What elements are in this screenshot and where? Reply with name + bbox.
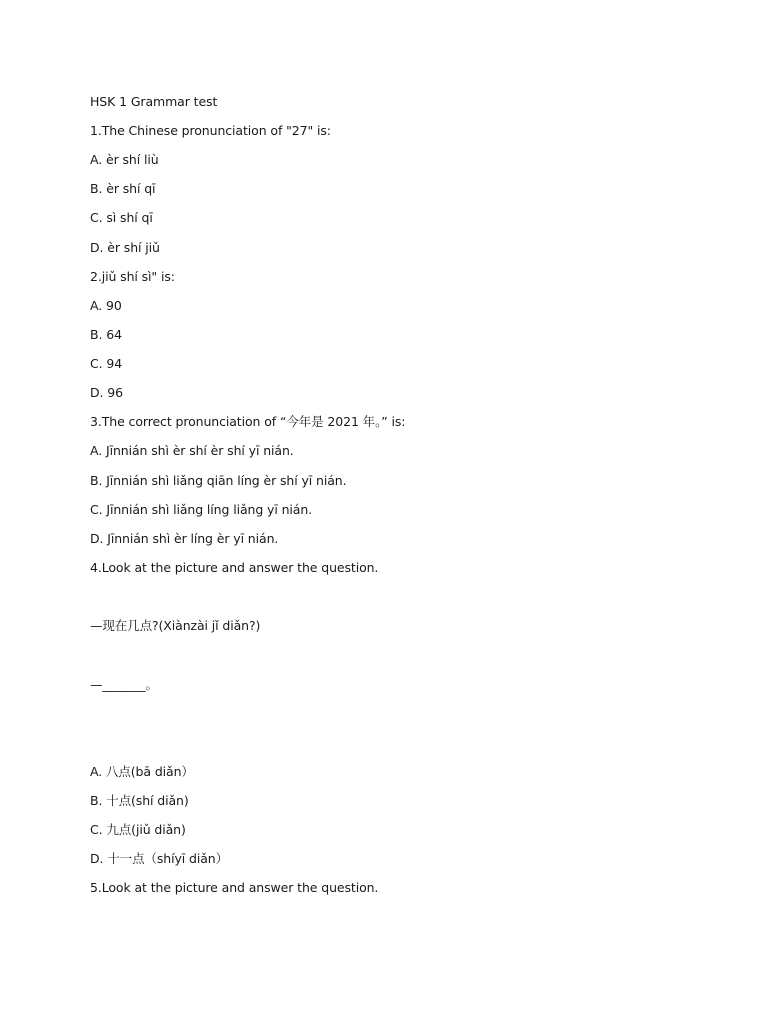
question-4: 4.Look at the picture and answer the question. (90, 560, 379, 575)
question-1-option-b: B. èr shí qī (90, 181, 156, 196)
question-2-option-a: A. 90 (90, 298, 122, 313)
question-2-option-d: D. 96 (90, 385, 123, 400)
question-4-option-b: B. 十点(shí diǎn) (90, 793, 189, 808)
question-1: 1.The Chinese pronunciation of "27" is: (90, 123, 331, 138)
document-title: HSK 1 Grammar test (90, 94, 218, 109)
question-3-option-b: B. Jīnnián shì liǎng qiān líng èr shí yī nián. (90, 473, 347, 488)
question-3: 3.The correct pronunciation of “今年是 2021 年。” is: (90, 414, 406, 429)
question-1-option-c: C. sì shí qī (90, 210, 153, 225)
question-1-option-a: A. èr shí liù (90, 152, 159, 167)
question-3-option-a: A. Jīnnián shì èr shí èr shí yī nián. (90, 443, 294, 458)
question-3-option-c: C. Jīnnián shì liǎng líng liǎng yī nián. (90, 502, 313, 517)
question-1-option-d: D. èr shí jiǔ (90, 240, 160, 255)
question-2: 2.jiǔ shí sì" is: (90, 269, 175, 284)
question-4-answer-blank: —_______。 (90, 677, 158, 692)
question-4-option-a: A. 八点(bā diǎn） (90, 764, 194, 779)
question-5: 5.Look at the picture and answer the question. (90, 880, 379, 895)
question-2-option-c: C. 94 (90, 356, 123, 371)
question-4-option-d: D. 十一点（shíyī diǎn） (90, 851, 229, 866)
question-2-option-b: B. 64 (90, 327, 122, 342)
question-3-option-d: D. Jīnnián shì èr líng èr yī nián. (90, 531, 279, 546)
question-4-prompt: —现在几点?(Xiànzài jǐ diǎn?) (90, 618, 261, 633)
question-4-option-c: C. 九点(jiǔ diǎn) (90, 822, 186, 837)
